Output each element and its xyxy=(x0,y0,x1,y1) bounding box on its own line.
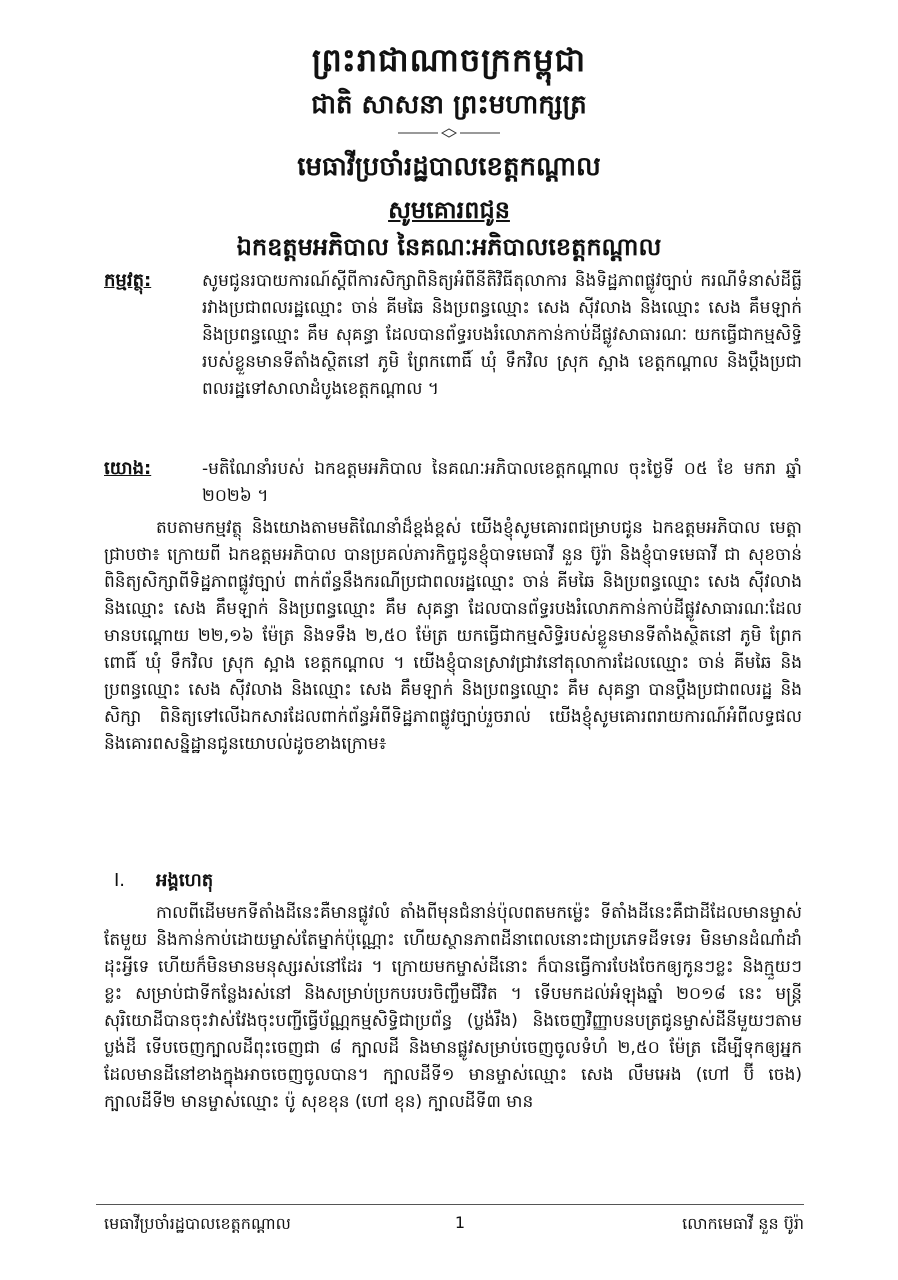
section-number: I. xyxy=(114,870,126,891)
divider-ornament xyxy=(394,127,504,139)
footer-lawyer: លោកមេធាវី នួន ប៊ូរ៉ា xyxy=(682,1214,804,1233)
respectfully-text: សូមគោរពជូន xyxy=(388,196,510,224)
reference-text: -មតិណែនាំរបស់ ឯកឧត្តមអភិបាល នៃគណៈអភិបាលខេត្តកណ្តាល ចុះថ្ងៃទី ០៥ ខែ មករា ឆ្នាំ ២០២៦ ។ xyxy=(202,459,802,506)
intro-paragraph: តបតាមកម្មវត្ថុ និងយោងតាមមតិណែនាំដ៏ខ្ពង់ខ្ពស់ យើងខ្ញុំសូមគោរពជម្រាបជូន ឯកឧត្តមអភិបាល មេត្តាជ្រាបថា៖ ក្រោយពី ឯកឧត្តមអភិបាល បានប្រគល់ភារកិច្ចជូនខ្ញុំបាទមេធាវី នួន ប៊ូរ៉ា និងខ្ញុំបាទមេធាវី ជា សុខចាន់ ពិនិត្យសិក្សាពីទិដ្ឋភាពផ្លូវច្បាប់ ពាក់ព័ន្ធនឹងករណីប្រជាពលរដ្ឋឈ្មោះ ចាន់ គីមឆៃ និងប្រពន្ធឈ្មោះ សេង ស៊ីវលាង និងឈ្មោះ សេង គឹមឡាក់ និងប្រពន្ធឈ្មោះ គឹម សុគន្ធា ដែលបានព័ទ្ធរបងរំលោភកាន់កាប់ដីផ្លូវសាធារណៈដែលមានបណ្ដោយ ២២,១៦ ម៉ែត្រ និងទទឹង ២,៥០ ម៉ែត្រ យកធ្វើជាកម្មសិទ្ធិរបស់ខ្លួនមានទីតាំងស្ថិតនៅ ភូមិ ព្រែកពោធិ៍ ឃុំ ទឹកវិល ស្រុក ស្អាង ខេត្តកណ្តាល ។ យើងខ្ញុំបានស្រាវជ្រាវនៅតុលាការដែលឈ្មោះ ចាន់ គីមឆៃ និងប្រពន្ធឈ្មោះ សេង ស៊ីវលាង និងឈ្មោះ សេង គឹមឡាក់ និងប្រពន្ធឈ្មោះ គឹម សុគន្ធា បានប្ដឹងប្រជាពលរដ្ឋ និងសិក្សា ពិនិត្យទៅលើឯកសារដែលពាក់ព័ន្ធអំពីទិដ្ឋភាពផ្លូវច្បាប់រួចរាល់ យើងខ្ញុំសូមគោរពរាយការណ៍អំពីលទ្ធផល និងគោរពសន្និដ្ឋានជូនយោបល់ដូចខាងក្រោម៖ xyxy=(104,518,802,754)
recipient-title: ឯកឧត្តមអភិបាល នៃគណៈអភិបាលខេត្តកណ្ដាល xyxy=(236,233,662,261)
section-heading xyxy=(114,868,213,895)
footer-office: មេធាវីប្រចាំរដ្ឋបាលខេត្តកណ្តាល xyxy=(104,1214,291,1233)
footer-divider xyxy=(96,1204,804,1205)
subject-label: កម្មវត្ថុ: xyxy=(104,270,152,291)
kingdom-heading: ព្រះរាជាណាចក្រកម្ពុជា xyxy=(311,41,587,79)
respectfully-line xyxy=(0,195,898,230)
subject-text: សូមជូនរបាយការណ៍ស្តីពីការសិក្សាពិនិត្យអំពីនីតិវិធីតុលាការ និងទិដ្ឋភាពផ្លូវច្បាប់ ករណីទំនាស់ដីធ្លីរវាងប្រជាពលរដ្ឋឈ្មោះ ចាន់ គីមឆៃ និងប្រពន្ធឈ្មោះ សេង ស៊ីវលាង និងឈ្មោះ សេង គឹមឡាក់ និងប្រពន្ធឈ្មោះ គឹម សុគន្ធា ដែលបានព័ទ្ធរបងរំលោភកាន់កាប់ដីផ្លូវសាធារណៈ យកធ្វើជាកម្មសិទ្ធិរបស់ខ្លួនមានទីតាំងស្ថិតនៅ ភូមិ ព្រែកពោធិ៍ ឃុំ ទឹកវិល ស្រុក ស្អាង ខេត្តកណ្តាល និងប្ដឹងប្រជាពលរដ្ឋទៅសាលាដំបូងខេត្តកណ្តាល ។ xyxy=(202,271,802,399)
facts-paragraph: កាលពីដើមមកទីតាំងដីនេះគឺមានផ្លូវលំ តាំងពីមុនជំនាន់ប៉ុលពតមកម្ល៉េះ ទីតាំងដីនេះគឺជាដីដែលមានម្ចាស់តែមួយ និងកាន់កាប់ដោយម្ចាស់តែម្នាក់ប៉ុណ្ណោះ ហើយស្ថានភាពដីនាពេលនោះជាប្រភេទដីទទេរ មិនមានដំណាំដាំដុះអ្វីទេ ហើយក៏មិនមានមនុស្សរស់នៅដែរ ។ ក្រោយមកម្ចាស់ដីនោះ ក៏បានធ្វើការបែងចែកឲ្យកូនៗខ្លះ និងក្មួយៗខ្លះ សម្រាប់ជាទីកន្លែងរស់នៅ និងសម្រាប់ប្រកបរបរចិញ្ចឹមជីវិត ។ ទើបមកដល់អំឡុងឆ្នាំ ២០១៨ នេះ មន្ត្រីសុរិយោដីបានចុះវាស់វែងចុះបញ្ជីធ្វើប័ណ្ណកម្មសិទ្ធិជាប្រព័ន្ធ (ប្លង់រឹង) និងចេញវិញ្ញាបនបត្រជូនម្ចាស់ដីនីមួយៗតាមប្លង់ដី ទើបចេញក្បាលដីពុះចេញជា ៨ ក្បាលដី និងមានផ្លូវសម្រាប់ចេញចូលទំហំ ២,៥០ ម៉ែត្រ ដើម្បីទុកឲ្យអ្នកដែលមានដីនៅខាងក្នុងអាចចេញចូលបាន។ ក្បាលដីទី១ មានម្ចាស់ឈ្មោះ សេង លឹមអេង (ហៅ ប៊ី ចេង) ក្បាលដីទី២ មានម្ចាស់ឈ្មោះ ប៉ូ សុខខុន (ហៅ ខុន) ក្បាលដីទី៣ មាន xyxy=(104,903,802,1112)
office-title: មេធាវីប្រចាំរដ្ឋបាលខេត្តកណ្តាល xyxy=(297,152,601,182)
reference-label: យោង: xyxy=(104,458,152,479)
page-number: 1 xyxy=(454,1213,466,1232)
national-motto: ជាតិ សាសនា ព្រះមហាក្សត្រ xyxy=(311,90,587,120)
section-title: អង្គហេតុ xyxy=(156,870,214,891)
